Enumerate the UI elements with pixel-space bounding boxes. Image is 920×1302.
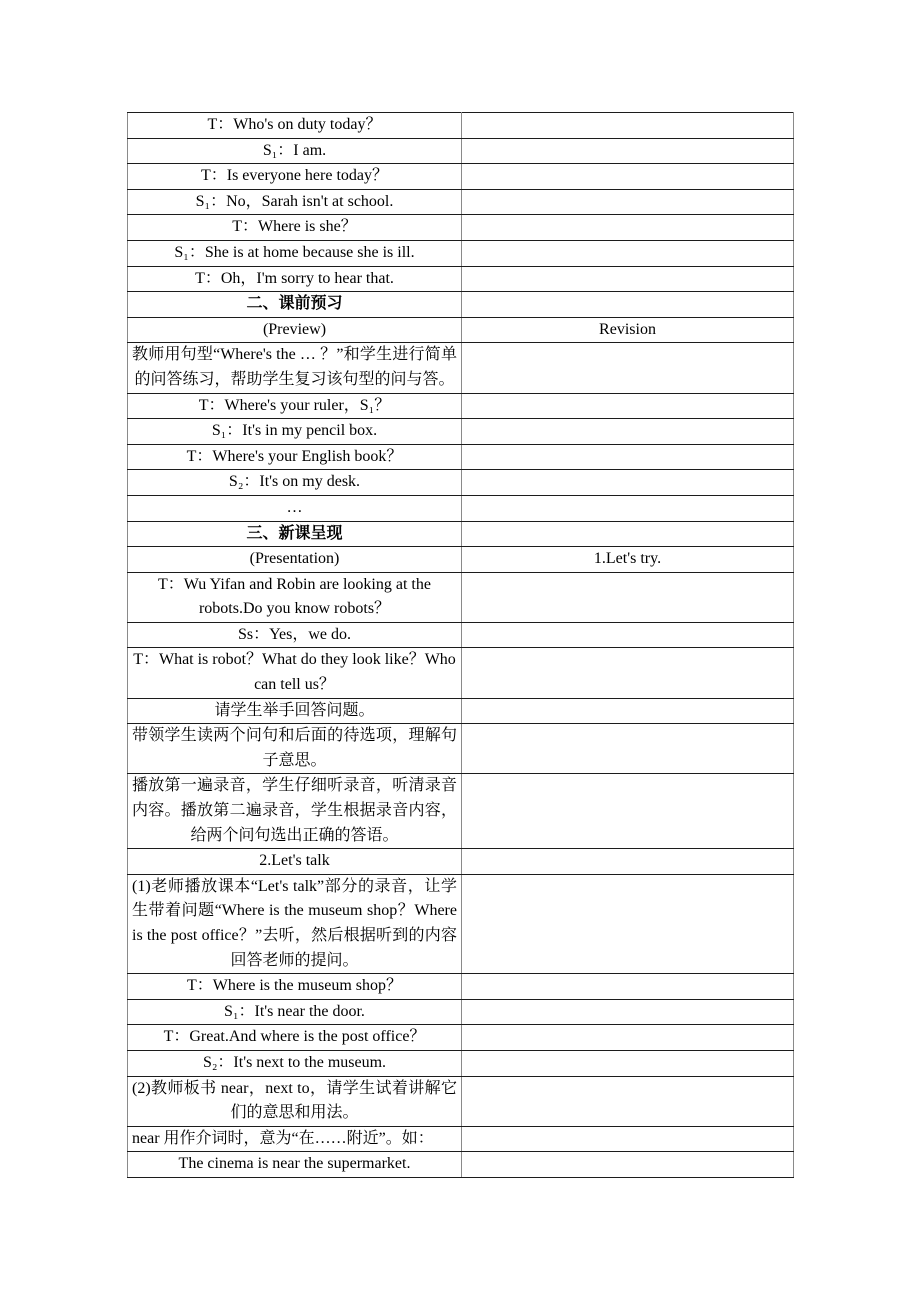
table-row [128,393,794,419]
table-row [128,1152,794,1178]
right-cell [462,164,794,190]
right-cell [462,1025,794,1051]
left-cell: 三、新课呈现 [128,521,462,547]
table-row [128,698,794,724]
left-cell: The cinema is near the supermarket. [128,1152,462,1178]
right-cell [462,1050,794,1076]
right-cell [462,974,794,1000]
left-cell: (Presentation) [128,547,462,573]
table-row [128,849,794,875]
right-cell [462,572,794,622]
left-cell: 二、课前预习 [128,292,462,318]
right-cell [462,622,794,648]
left-cell: 教师用句型“Where's the … ？”和学生进行简单的问答练习，帮助学生复习该句型的问与答。 [128,343,462,393]
right-cell [462,240,794,266]
right-cell [462,521,794,547]
left-cell: S₂：It's next to the museum. [128,1050,462,1076]
right-cell [462,874,794,973]
right-cell: 1.Let's try. [462,547,794,573]
left-cell: near 用作介词时，意为“在……附近”。如： [128,1126,462,1152]
right-cell [462,648,794,698]
table-row [128,1050,794,1076]
table-row [128,419,794,445]
right-cell [462,393,794,419]
table-row [128,521,794,547]
left-cell: S₁：She is at home because she is ill. [128,240,462,266]
right-cell [462,470,794,496]
left-cell: Ss：Yes，we do. [128,622,462,648]
right-cell [462,1152,794,1178]
right-cell [462,495,794,521]
table-body [128,113,794,1178]
table-row [128,724,794,774]
table-row [128,774,794,849]
left-cell: T：Who's on duty today？ [128,113,462,139]
table-row [128,572,794,622]
table-row [128,189,794,215]
left-cell: S₁：It's in my pencil box. [128,419,462,445]
left-cell: T：Where's your English book？ [128,444,462,470]
table-row [128,622,794,648]
table-row [128,317,794,343]
left-cell: S₁：It's near the door. [128,999,462,1025]
table-row [128,215,794,241]
left-cell: T：Where is she？ [128,215,462,241]
table-row [128,343,794,393]
left-cell: (1)老师播放课本“Let's talk”部分的录音，让学生带着问题“Where is the museum shop？Where is the post office？”去听，然后根据听到的内容回答老师的提问。 [128,874,462,973]
left-cell: T：What is robot？What do they look like？Who can tell us？ [128,648,462,698]
right-cell [462,138,794,164]
left-cell: (Preview) [128,317,462,343]
table-row [128,444,794,470]
table-row [128,1025,794,1051]
right-cell [462,1126,794,1152]
table-row [128,1076,794,1126]
left-cell: S₂：It's on my desk. [128,470,462,496]
table-row [128,240,794,266]
right-cell [462,698,794,724]
table-row [128,292,794,318]
right-cell: Revision [462,317,794,343]
right-cell [462,849,794,875]
right-cell [462,266,794,292]
left-cell: T：Is everyone here today？ [128,164,462,190]
table-row [128,138,794,164]
table-row [128,495,794,521]
left-cell: S₁：No，Sarah isn't at school. [128,189,462,215]
right-cell [462,189,794,215]
left-cell: 播放第一遍录音，学生仔细听录音，听清录音内容。播放第二遍录音，学生根据录音内容，给两个问句选出正确的答语。 [128,774,462,849]
left-cell: T：Where is the museum shop？ [128,974,462,1000]
right-cell [462,292,794,318]
left-cell: … [128,495,462,521]
table-row [128,648,794,698]
left-cell: T：Where's your ruler，S₁？ [128,393,462,419]
table-row [128,547,794,573]
right-cell [462,113,794,139]
left-cell: T：Wu Yifan and Robin are looking at the robots.Do you know robots？ [128,572,462,622]
left-cell: 请学生举手回答问题。 [128,698,462,724]
left-cell: 2.Let's talk [128,849,462,875]
lesson-plan-table [127,112,794,1178]
left-cell: S₁：I am. [128,138,462,164]
table-row [128,164,794,190]
table-row [128,470,794,496]
table-row [128,999,794,1025]
right-cell [462,1076,794,1126]
table-row [128,113,794,139]
left-cell: T：Oh，I'm sorry to hear that. [128,266,462,292]
right-cell [462,444,794,470]
table-row [128,874,794,973]
right-cell [462,419,794,445]
left-cell: 带领学生读两个问句和后面的待选项，理解句子意思。 [128,724,462,774]
table-row [128,266,794,292]
left-cell: (2)教师板书 near，next to，请学生试着讲解它们的意思和用法。 [128,1076,462,1126]
left-cell: T：Great.And where is the post office？ [128,1025,462,1051]
right-cell [462,215,794,241]
right-cell [462,724,794,774]
table-row [128,974,794,1000]
right-cell [462,343,794,393]
right-cell [462,774,794,849]
table-row [128,1126,794,1152]
right-cell [462,999,794,1025]
